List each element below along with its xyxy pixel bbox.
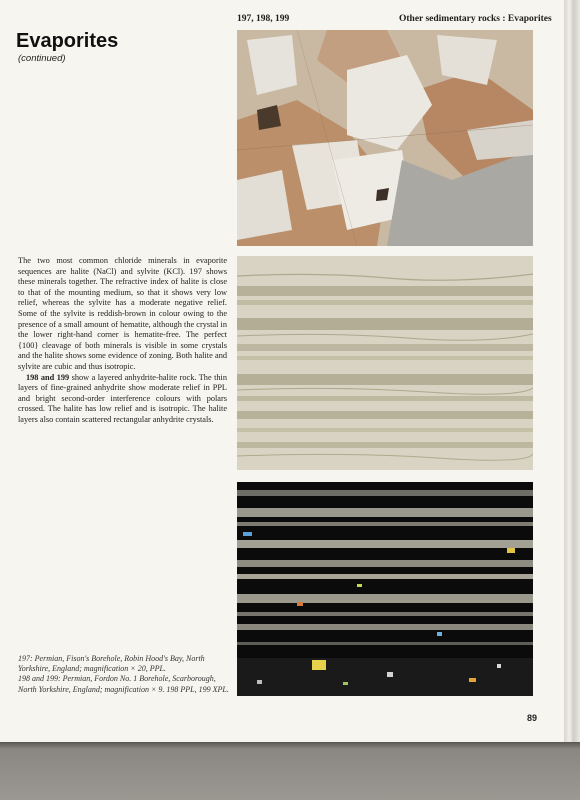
book-shadow bbox=[0, 742, 580, 800]
figure-caption bbox=[18, 654, 230, 695]
photo-199-anhydrite-halite-xpl bbox=[237, 482, 533, 696]
running-header-section bbox=[399, 14, 552, 24]
photo-197-halite-sylvite bbox=[237, 30, 533, 246]
paragraph-2 bbox=[18, 373, 227, 426]
page-number: 89 bbox=[527, 713, 538, 723]
section-name: Evaporites bbox=[507, 14, 552, 24]
photo-199-image bbox=[237, 482, 533, 696]
paragraph-1: The two most common chloride minerals in evaporite sequences are halite (NaCl) and sylvite (KCl). 197 shows these minerals together. The refractive index of halite is close to that of the mounting medium, so that it shows very low relief, whereas the sylvite has a moderate negative relief. Some of the sylvite is reddish-brown in colour owing to the presence of a small amount of hematite, although the crystal in the lower right-hand corner is hematite-free. The perfect {100} cleavage of both minerals is visible in some crystals and the halite shows some evidence of zoning. Both halite and sylvite are cubic and thus isotropic. bbox=[18, 256, 227, 371]
book-spine bbox=[564, 0, 580, 745]
body-text bbox=[18, 256, 227, 426]
photo-198-image bbox=[237, 256, 533, 470]
section-prefix: Other sedimentary rocks : bbox=[399, 14, 506, 24]
caption-198-199: 198 and 199: Permian, Fordon No. 1 Borehole, Scarborough, North Yorkshire, England; magnification × 9. 198 PPL, 199 XPL. bbox=[18, 674, 229, 694]
photo-197-image bbox=[237, 30, 533, 246]
caption-197: 197: Permian, Fison's Borehole, Robin Hood's Bay, North Yorkshire, England; magnification × 20, PPL. bbox=[18, 654, 205, 674]
page-subtitle: (continued) bbox=[18, 53, 66, 64]
paragraph-2-text: show a layered anhydrite-halite rock. The thin layers of fine-grained anhydrite show moderate relief in PPL and bright second-order interference colours with polars crossed. The halite has low relief and is isotropic. The halite layers also contain scattered rectangular anhydrite crystals. bbox=[18, 372, 227, 424]
paragraph-2-figures: 198 and 199 bbox=[26, 372, 70, 382]
running-header-figures: 197, 198, 199 bbox=[237, 14, 290, 24]
page-title: Evaporites bbox=[16, 30, 119, 52]
photo-198-anhydrite-halite-ppl bbox=[237, 256, 533, 470]
